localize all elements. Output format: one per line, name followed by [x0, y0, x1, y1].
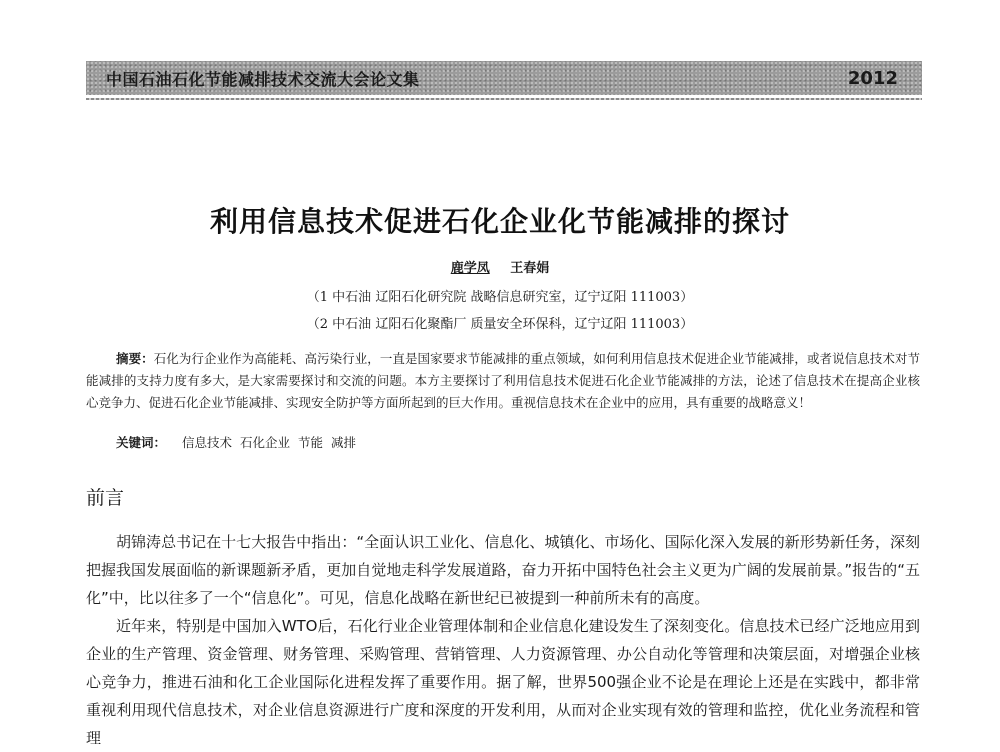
journal-name: 中国石油石化节能减排技术交流大会论文集 — [106, 70, 420, 89]
paragraph: 胡锦涛总书记在十七大报告中指出：“全面认识工业化、信息化、城镇化、市场化、国际化深入发展的新形势新任务，深刻把握我国发展面临的新课题新矛盾，更加自觉地走科学发展道路，奋力开拓中国特色社会主义更为广阔的发展前景。”报告的“五化”中，比以往多了一个“信息化”。可见，信息化战略在新世纪已被提到一种前所未有的高度。 — [86, 533, 920, 607]
keyword: 信息技术 — [182, 435, 233, 450]
author-name: 王春娟 — [510, 261, 550, 276]
keywords — [116, 432, 360, 454]
paragraph: 近年来，特别是中国加入WTO后，石化行业企业管理体制和企业信息化建设发生了深刻变化。信息技术已经广泛地应用到企业的生产管理、资金管理、财务管理、采购管理、营销管理、人力资源管理、办公自动化等管理和决策层面，对增强企业核心竞争力，推进石油和化工企业国际化进程发挥了重要作用。据了解，世界500强企业不论是在理论上还是在实践中，都非常重视利用现代信息技术，对企业信息资源进行广度和深度的开发利用，从而对企业实现有效的管理和监控，优化业务流程和管理 — [86, 617, 920, 747]
section-heading: 前言 — [86, 487, 125, 509]
affiliation: （2 中石油 辽阳石化聚酯厂 质量安全环保科，辽宁辽阳 111003） — [306, 317, 694, 332]
author-name: 鹿学凤 — [450, 261, 490, 276]
running-header-rule — [86, 98, 922, 100]
body-text — [86, 528, 920, 752]
keyword: 石化企业 — [240, 435, 291, 450]
paper-title: 利用信息技术促进石化企业化节能减排的探讨 — [209, 205, 790, 238]
keywords-label: 关键词： — [116, 435, 167, 450]
abstract-text: 石化为行企业作为高能耗、高污染行业，一直是国家要求节能减排的重点领域，如何利用信息技术促进企业节能减排，或者说信息技术对节能减排的支持力度有多大，是大家需要探讨和交流的问题。本方主要探讨了利用信息技术促进石化企业节能减排的方法，论述了信息技术在提高企业核心竞争力、促进石化企业节能减排、实现安全防护等方面所起到的巨大作用。重视信息技术在企业中的应用，具有重要的战略意义！ — [86, 351, 920, 410]
abstract — [86, 348, 920, 414]
affiliation: （1 中石油 辽阳石化研究院 战略信息研究室，辽宁辽阳 111003） — [306, 290, 694, 305]
keyword: 减排 — [331, 435, 357, 450]
author-line — [0, 257, 1000, 276]
keyword: 节能 — [298, 435, 324, 450]
abstract-label: 摘要： — [116, 351, 154, 366]
publication-year: 2012 — [847, 68, 898, 89]
